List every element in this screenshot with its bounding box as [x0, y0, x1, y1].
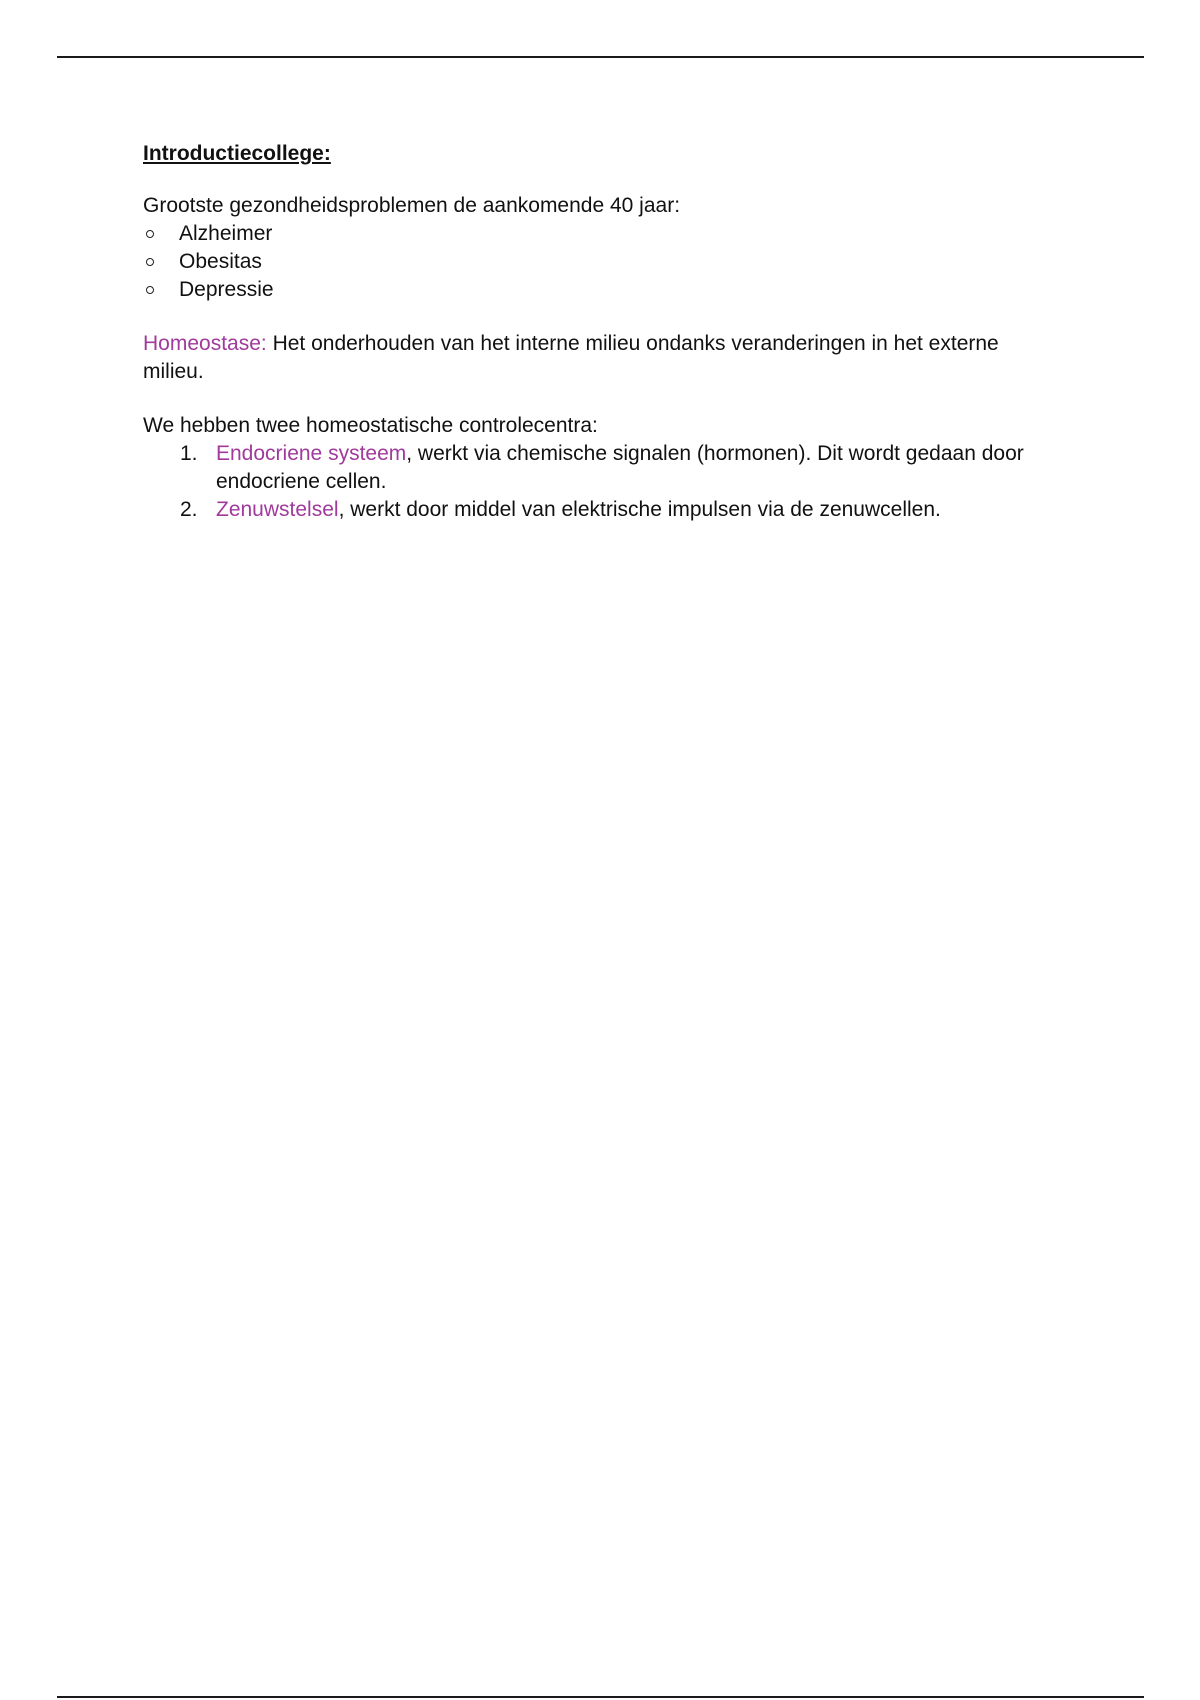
definition-text: Het onderhouden van het interne milieu ondanks veranderingen in het externe milieu. [143, 332, 999, 383]
footer-rule [57, 1696, 1144, 1698]
section-heading: Introductiecollege: [143, 142, 331, 165]
list-item [143, 496, 1063, 524]
list-item [143, 440, 1063, 496]
circle-bullet-icon [146, 230, 154, 238]
circle-bullet-icon [146, 258, 154, 266]
list-item [143, 220, 1063, 248]
center-term: Endocriene systeem [216, 442, 407, 465]
center-text: , werkt door middel van elektrische impulsen via de zenuwcellen. [338, 498, 941, 521]
list-number: 2. [180, 498, 198, 521]
header-rule [57, 56, 1144, 58]
list-number: 1. [180, 442, 198, 465]
list-item-label: Alzheimer [179, 222, 273, 245]
centers-intro: We hebben twee homeostatische controlecentra: [143, 414, 598, 437]
document-body [143, 140, 1063, 524]
list-item-label: Obesitas [179, 250, 262, 273]
definition-paragraph [143, 330, 1063, 386]
centers-list [143, 440, 1063, 524]
list-item-label: Depressie [179, 278, 274, 301]
list-item [143, 276, 1063, 304]
center-text: , werkt via chemische signalen (hormonen). Dit wordt gedaan door endocriene cellen. [216, 442, 1024, 493]
list-item [143, 248, 1063, 276]
center-term: Zenuwstelsel [216, 498, 339, 521]
intro-text: Grootste gezondheidsproblemen de aankomende 40 jaar: [143, 194, 681, 217]
circle-bullet-icon [146, 286, 154, 294]
problems-list [143, 220, 1063, 304]
definition-term: Homeostase: [143, 332, 267, 355]
